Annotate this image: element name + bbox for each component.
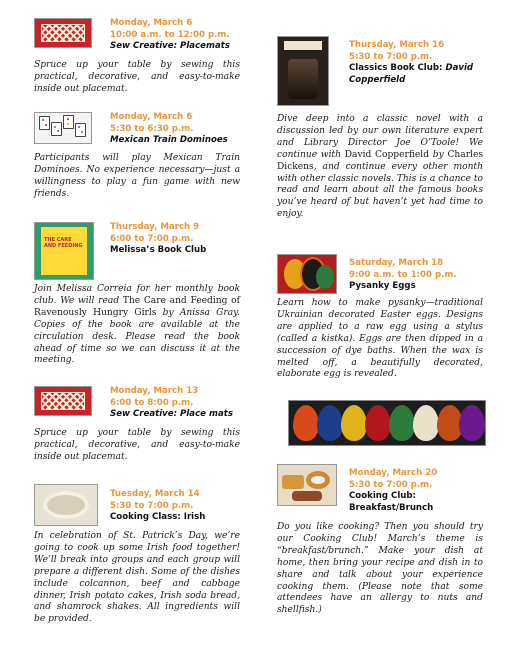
event-title: Classics Book Club: David Copperfield — [349, 63, 474, 85]
event-time: 9:00 a.m. to 1:00 p.m. — [349, 269, 457, 280]
event-date: Monday, March 6 — [110, 112, 193, 122]
event-date: Thursday, March 9 — [110, 222, 200, 232]
event-title: Mexican Train Dominoes — [110, 135, 228, 145]
event-date: Tuesday, March 14 — [110, 489, 200, 499]
event-description: Dive deep into a classic novel with a discussion led by our own literature expert and Library Director Joe O’Toole! We continue with David Copperfield by Charles Dickens, and continue every other month with other classic novels. This is a chance to read and learn about all the famous books you’ve heard of but haven’t yet had time to enjoy. — [277, 114, 484, 220]
event-title: Sew Creative: Place mats — [110, 409, 233, 419]
book-cover-image — [34, 222, 94, 280]
event-title: Pysanky Eggs — [349, 281, 416, 291]
event-cooking-class-irish — [34, 484, 240, 626]
event-description: Join Melissa Correia for her monthly book club. We will read The Care and Feeding of Ravenously Hungry Girls by Anissa Gray. Copies of the book are available at the circulation desk. Please read the book ahead of time so we can discuss it at the meeting. — [34, 284, 240, 366]
event-description: Participants will play Mexican Train Dominoes. No experience necessary—just a willingness to play a fun game with new friends. — [34, 153, 240, 199]
event-time: 5:30 to 6:30 p.m. — [110, 123, 194, 134]
dominoes-image — [34, 112, 92, 144]
brunch-food-image — [277, 464, 337, 506]
placemat-image — [34, 386, 92, 416]
book-title: The Care and Feeding of Ravenously Hungry Girls — [34, 295, 240, 318]
pysanky-eggs-photo — [288, 400, 486, 446]
event-cooking-club-brunch — [277, 464, 483, 617]
irish-food-image — [34, 484, 98, 526]
event-time: 6:00 to 8:00 p.m. — [110, 397, 194, 408]
event-date: Thursday, March 16 — [349, 40, 445, 50]
event-description: Do you like cooking? Then you should try our Cooking Club! March’s theme is “breakfast/brunch.” Make your dish at home, then bring your recipe and dish in to share and talk about your experience cooking them. (Please note that some attendees have an allergy to nuts and shellfish.) — [277, 522, 483, 616]
event-time: 5:30 to 7:00 p.m. — [349, 51, 433, 62]
event-date: Monday, March 6 — [110, 18, 193, 28]
event-title: Cooking Class: Irish — [110, 512, 206, 522]
book-title: David Copperfield — [344, 149, 430, 160]
event-time: 10:00 a.m. to 12:00 p.m. — [110, 29, 230, 40]
event-date: Monday, March 20 — [349, 468, 438, 478]
event-title: Cooking Club: Breakfast/Brunch — [349, 491, 434, 513]
event-melissas-book-club — [34, 222, 240, 367]
event-date: Monday, March 13 — [110, 386, 199, 396]
event-title: Melissa’s Book Club — [110, 245, 207, 255]
placemat-image — [34, 18, 92, 48]
author-name: Charles Dickens — [277, 149, 484, 172]
event-description: Spruce up your table by sewing this practical, decorative, and easy-to-make inside out placemat. — [34, 60, 240, 94]
event-description: Learn how to make pysanky—traditional Ukrainian decorated Easter eggs. Designs are applied to a raw egg using a stylus (called a kistka). Eggs are then dipped in a succession of dye baths. When the wax is melted off, a beautifully decorated, elaborate egg is revealed. — [277, 298, 483, 380]
event-placemats-march-13 — [34, 386, 240, 464]
event-title: Sew Creative: Placemats — [110, 41, 230, 51]
event-classics-book-club — [277, 36, 483, 221]
event-time: 5:30 to 7:00 p.m. — [110, 500, 194, 511]
event-description: Spruce up your table by sewing this practical, decorative, and easy-to-make inside out placemat. — [34, 428, 240, 462]
book-cover-image — [277, 36, 329, 106]
event-time: 6:00 to 7:00 p.m. — [110, 233, 194, 244]
event-pysanky-eggs — [277, 254, 483, 381]
event-mexican-train-dominoes — [34, 112, 240, 201]
event-time: 5:30 to 7:00 p.m. — [349, 479, 433, 490]
event-description: In celebration of St. Patrick’s Day, we’re going to cook up some Irish food together! We’ll break into groups and each group will prepare a different dish. Some of the dishes include colcannon, beef and cabbage dinner, Irish potato cakes, Irish soda bread, and shamrock shakes. All ingredients will be provided. — [34, 531, 240, 625]
pysanky-egg-image — [277, 254, 337, 294]
event-date: Saturday, March 18 — [349, 258, 444, 268]
event-placemats-march-6 — [34, 18, 240, 96]
